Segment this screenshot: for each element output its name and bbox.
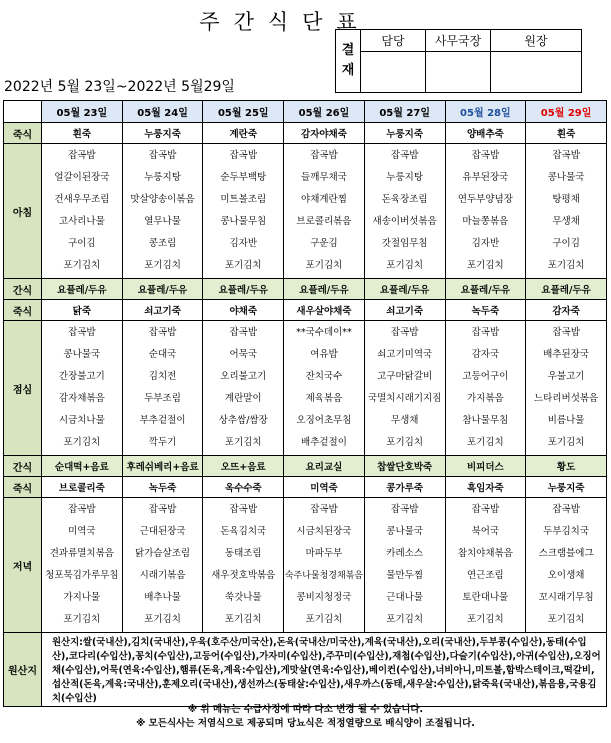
- menu-item: 동태조림: [224, 548, 262, 559]
- menu-item: 시래기볶음: [139, 570, 186, 581]
- menu-item: 비름나물: [547, 415, 585, 426]
- approval-col-secretary: 사무국장: [426, 30, 491, 52]
- menu-item: 구이김: [68, 238, 96, 249]
- menu-item: 계란말이: [224, 393, 262, 404]
- lunch-cell: [284, 321, 365, 456]
- row-label-breakfast: 아침: [4, 144, 42, 279]
- menu-item: 잡곡밥: [390, 150, 419, 161]
- row-label-porridge: 죽식: [4, 300, 42, 321]
- dinner-cell: [122, 498, 203, 633]
- menu-item: 브로콜리볶음: [296, 216, 352, 227]
- row-label-porridge: 죽식: [4, 123, 42, 144]
- breakfast-cell: [364, 144, 445, 279]
- menu-item: 포기김치: [386, 437, 424, 448]
- date-header-saturday: 05월 28일: [445, 101, 526, 123]
- menu-item: 깍두기: [148, 437, 177, 448]
- menu-item: 야채계란찜: [301, 194, 347, 205]
- porridge-cell: 양배추죽: [445, 123, 526, 144]
- menu-item: 잡곡밥: [229, 150, 258, 161]
- menu-item: 카레소스: [386, 548, 424, 559]
- menu-item: 무생채: [390, 415, 419, 426]
- menu-item: 잡곡밥: [310, 150, 338, 161]
- menu-item: 얼갈이된장국: [54, 172, 110, 183]
- dinner-cell: [284, 498, 365, 633]
- menu-item: 잡곡밥: [552, 150, 580, 161]
- menu-item: 청포묵김가루무침: [45, 570, 119, 581]
- lunch-porridge-row: [4, 300, 607, 321]
- porridge-cell: 녹두죽: [122, 477, 203, 498]
- dinner-cell: [526, 498, 607, 633]
- menu-item: 돈육장조림: [381, 194, 428, 205]
- menu-item: 새송이버섯볶음: [372, 216, 437, 227]
- menu-item: 마늘쫑볶음: [462, 216, 509, 227]
- menu-item: 우불고기: [547, 371, 585, 382]
- morning-snack-row: [4, 279, 607, 300]
- menu-item: 어묵국: [229, 349, 258, 360]
- porridge-cell: 쇠고기죽: [122, 300, 203, 321]
- row-label-dinner: 저녁: [4, 498, 42, 633]
- menu-item: 연두부양념장: [457, 194, 513, 205]
- menu-item: 두부김치국: [543, 526, 590, 537]
- menu-item: 포기김치: [144, 260, 181, 271]
- snack-cell: 비피더스: [445, 456, 526, 477]
- menu-item: 오리불고기: [220, 371, 267, 382]
- menu-item: 시금치된장국: [296, 526, 352, 537]
- menu-item: 포기김치: [467, 437, 504, 448]
- porridge-cell: 미역죽: [284, 477, 365, 498]
- porridge-cell: 닭죽: [42, 300, 123, 321]
- lunch-cell: [526, 321, 607, 456]
- menu-item: 열무나물: [144, 216, 181, 227]
- breakfast-cell: [42, 144, 123, 279]
- menu-item: 포기김치: [305, 260, 343, 271]
- menu-item: 콩나물국: [386, 526, 424, 537]
- menu-item: 잡곡밥: [229, 504, 258, 515]
- porridge-cell: 옥수수죽: [203, 477, 284, 498]
- breakfast-cell: [526, 144, 607, 279]
- menu-item: 포기김치: [547, 437, 585, 448]
- dinner-cell: [42, 498, 123, 633]
- menu-item: 고구마닭갈비: [377, 371, 433, 382]
- porridge-cell: 흰죽: [42, 123, 123, 144]
- lunch-row: [4, 321, 607, 456]
- porridge-cell: 감자죽: [526, 300, 607, 321]
- menu-item: 시금치나물: [58, 415, 105, 426]
- row-label-lunch: 점심: [4, 321, 42, 456]
- menu-item: 포기김치: [386, 614, 424, 625]
- row-label-origin: 원산지: [4, 633, 42, 707]
- porridge-cell: 브로콜리죽: [42, 477, 123, 498]
- menu-item: 잡곡밥: [552, 327, 580, 338]
- menu-item: 스크램블에그: [538, 548, 594, 559]
- menu-item: 포기김치: [467, 614, 504, 625]
- menu-item: 꼬시래기무침: [538, 592, 594, 603]
- breakfast-row: [4, 144, 607, 279]
- menu-item: 포기김치: [547, 614, 585, 625]
- snack-cell: 후레쉬베리+음료: [122, 456, 203, 477]
- dinner-row: [4, 498, 607, 633]
- menu-item: 가지나물: [63, 592, 101, 603]
- menu-item: 콩나물국: [547, 172, 585, 183]
- porridge-cell: 누룽지죽: [526, 477, 607, 498]
- menu-item: 배추된장국: [543, 349, 590, 360]
- date-header-sunday: 05월 29일: [526, 101, 607, 123]
- menu-item: 배추나물: [144, 592, 181, 603]
- porridge-cell: 쇠고기죽: [364, 300, 445, 321]
- approval-sign-manager[interactable]: [361, 52, 426, 93]
- menu-item: 포기김치: [547, 260, 585, 271]
- menu-item: 포기김치: [386, 260, 424, 271]
- menu-item: 국멸치시래기지짐: [367, 393, 442, 404]
- menu-item: 오이생채: [547, 570, 585, 581]
- footnotes: [0, 703, 611, 731]
- menu-item: 고등어구이: [462, 371, 509, 382]
- menu-item: 고사리나물: [58, 216, 105, 227]
- menu-item: 포기김치: [63, 260, 101, 271]
- menu-item: 누룽지탕: [386, 172, 424, 183]
- porridge-cell: 녹두죽: [445, 300, 526, 321]
- menu-item: 잡곡밥: [471, 504, 500, 515]
- menu-item: 콩조림: [148, 238, 177, 249]
- date-header: 05월 26일: [284, 101, 365, 123]
- menu-item: 잔치국수: [305, 371, 343, 382]
- menu-item: 콩비지청정국: [296, 592, 352, 603]
- header-corner: [4, 101, 42, 123]
- date-header: 05월 27일: [364, 101, 445, 123]
- menu-item: 포기김치: [224, 614, 262, 625]
- menu-item: 포기김치: [305, 614, 343, 625]
- lunch-cell: [122, 321, 203, 456]
- menu-item: 포기김치: [144, 614, 181, 625]
- dinner-cell: [203, 498, 284, 633]
- menu-item: 잡곡밥: [68, 150, 96, 161]
- footnote: ※ 위 메뉴는 수급사정에 따라 다소 변경 될 수 있습니다.: [187, 704, 424, 715]
- origin-row: [4, 633, 607, 707]
- menu-item: 맛살양송이볶음: [130, 194, 195, 205]
- row-label-snack: 간식: [4, 456, 42, 477]
- porridge-cell: 흰죽: [526, 123, 607, 144]
- snack-cell: 요플레/두유: [284, 279, 365, 300]
- menu-item: 잡곡밥: [148, 504, 177, 515]
- menu-item: 오징어초무침: [296, 415, 352, 426]
- menu-item: 느타리버섯볶음: [533, 393, 599, 404]
- menu-item: 가지볶음: [467, 393, 504, 404]
- porridge-cell: 새우살야채죽: [284, 300, 365, 321]
- menu-item: 토란대나물: [462, 592, 509, 603]
- snack-cell: 찹쌀단호박죽: [364, 456, 445, 477]
- menu-item: 포기김치: [63, 614, 101, 625]
- menu-item: 근대된장국: [139, 526, 186, 537]
- menu-item: 물만두찜: [386, 570, 424, 581]
- menu-item: 감자국: [471, 349, 500, 360]
- approval-label: 결재: [336, 30, 361, 93]
- menu-item: 잡곡밥: [148, 327, 177, 338]
- dinner-cell: [445, 498, 526, 633]
- menu-item: 건새우무조림: [54, 194, 110, 205]
- menu-item: 잡곡밥: [68, 504, 96, 515]
- snack-cell: 요리교실: [284, 456, 365, 477]
- menu-item: 포기김치: [224, 437, 262, 448]
- menu-item: 김자반: [471, 238, 500, 249]
- menu-item: 잡곡밥: [390, 327, 419, 338]
- lunch-cell: [445, 321, 526, 456]
- dinner-porridge-row: [4, 477, 607, 498]
- breakfast-cell: [122, 144, 203, 279]
- breakfast-cell: [284, 144, 365, 279]
- menu-item: 잡곡밥: [552, 504, 580, 515]
- menu-item: 마파두부: [305, 548, 343, 559]
- approval-table: [335, 29, 582, 93]
- page-title: 주간식단표: [199, 10, 371, 34]
- menu-item: 여유밥: [310, 349, 338, 360]
- menu-item: 구이김: [552, 238, 580, 249]
- origin-text: 원산지:쌀(국내산),김치(국내산),우육(호주산/미국산),돈육(국내산/미국산),계육(국내산),오리(국내산),두부콩(수입산),동태(수입산),코다리(수입산),꽁치(수입산),고등어(수입산),가자미(수입산),주꾸미(수입산),재첩(수입산),다슬기(수입산),아귀(수입산),오징어채(수입산),어묵(연육:수입산),햄류(돈육,계육:수입산),게맛살(연육:수입산),베이컨(수입산),너비아니,미트볼,함박스테이크,떡갈비,섭산적(돈육,계육:국내산),훈제오리(국내산),생선까스(동태살:수입산),새우까스(동태,새우살:수입산),닭죽육(국내산),볶음용,국용김치(수입산): [42, 633, 607, 707]
- breakfast-cell: [445, 144, 526, 279]
- row-label-porridge: 죽식: [4, 477, 42, 498]
- menu-item: 참나물무침: [462, 415, 509, 426]
- menu-item: 상추쌈/쌈장: [218, 415, 268, 426]
- snack-cell: 요플레/두유: [526, 279, 607, 300]
- menu-item: 포기김치: [467, 260, 504, 271]
- menu-item: 감자채볶음: [58, 393, 105, 404]
- date-header: 05월 24일: [122, 101, 203, 123]
- snack-cell: 오뜨+음료: [203, 456, 284, 477]
- approval-col-manager: 담당: [361, 30, 426, 52]
- menu-item: 부추겉절이: [139, 415, 186, 426]
- menu-item: 쇠고기미역국: [377, 349, 433, 360]
- morning-porridge-row: [4, 123, 607, 144]
- period-text: 2022년 5월 23일~2022년 5월29일: [4, 79, 235, 95]
- menu-item: 간장불고기: [58, 371, 105, 382]
- menu-table: [3, 100, 607, 707]
- menu-item: 미역국: [68, 526, 96, 537]
- lunch-cell: [42, 321, 123, 456]
- approval-sign-director[interactable]: [491, 52, 582, 93]
- menu-item: 돈육김치국: [220, 526, 267, 537]
- dinner-cell: [364, 498, 445, 633]
- date-header: 05월 25일: [203, 101, 284, 123]
- porridge-cell: 콩가루죽: [364, 477, 445, 498]
- porridge-cell: 누룽지죽: [122, 123, 203, 144]
- menu-item: 갓절임무침: [381, 238, 428, 249]
- menu-item: 두부조림: [144, 393, 181, 404]
- menu-item: 무생채: [552, 216, 580, 227]
- menu-item: 근대나물: [386, 592, 424, 603]
- menu-item: 잡곡밥: [390, 504, 419, 515]
- menu-item: 유부된장국: [462, 172, 509, 183]
- snack-cell: 요플레/두유: [203, 279, 284, 300]
- menu-item: 콩나물무침: [220, 216, 267, 227]
- menu-item: 누룽지탕: [144, 172, 181, 183]
- date-header: 05월 23일: [42, 101, 123, 123]
- row-label-snack: 간식: [4, 279, 42, 300]
- porridge-cell: 감자야채죽: [284, 123, 365, 144]
- menu-item: 연근조림: [467, 570, 504, 581]
- menu-item: 콩나물국: [63, 349, 101, 360]
- lunch-cell: [203, 321, 284, 456]
- menu-item: 순대국: [148, 349, 177, 360]
- menu-item: 쑥갓나물: [224, 592, 262, 603]
- menu-item: 탕평채: [552, 194, 580, 205]
- menu-item: 잡곡밥: [229, 327, 258, 338]
- snack-cell: 요플레/두유: [364, 279, 445, 300]
- snack-cell: 순대떡+음료: [42, 456, 123, 477]
- snack-cell: 황도: [526, 456, 607, 477]
- menu-item: 새우젓호박볶음: [211, 570, 276, 581]
- porridge-cell: 계란죽: [203, 123, 284, 144]
- date-header-row: [4, 101, 607, 123]
- porridge-cell: 흑임자죽: [445, 477, 526, 498]
- approval-col-director: 원장: [491, 30, 582, 52]
- menu-item: 잡곡밥: [471, 150, 500, 161]
- menu-item: 미트볼조림: [220, 194, 267, 205]
- menu-item: 잡곡밥: [471, 327, 500, 338]
- porridge-cell: 누룽지죽: [364, 123, 445, 144]
- menu-item: 참치야채볶음: [457, 548, 513, 559]
- menu-item: 김치전: [148, 371, 177, 382]
- approval-sign-secretary[interactable]: [426, 52, 491, 93]
- menu-item: 제육볶음: [305, 393, 343, 404]
- menu-item: 북어국: [471, 526, 500, 537]
- afternoon-snack-row: [4, 456, 607, 477]
- menu-item: 배추겉절이: [301, 437, 347, 448]
- menu-item: 김자반: [229, 238, 258, 249]
- menu-item: **국수데이**: [296, 327, 352, 338]
- menu-item: 순두부백탕: [220, 172, 267, 183]
- menu-item: 숙주나물청경채볶음: [284, 571, 364, 581]
- menu-item: 닭가슴살조림: [135, 548, 191, 559]
- menu-item: 들깨무채국: [301, 172, 347, 183]
- snack-cell: 요플레/두유: [122, 279, 203, 300]
- menu-item: 견과류멸치볶음: [49, 548, 114, 559]
- menu-item: 잡곡밥: [310, 504, 338, 515]
- breakfast-cell: [203, 144, 284, 279]
- menu-item: 포기김치: [224, 260, 262, 271]
- snack-cell: 요플레/두유: [445, 279, 526, 300]
- menu-item: 포기김치: [63, 437, 101, 448]
- menu-item: 잡곡밥: [68, 327, 96, 338]
- menu-item: 구운김: [310, 238, 338, 249]
- lunch-cell: [364, 321, 445, 456]
- menu-item: 잡곡밥: [148, 150, 177, 161]
- porridge-cell: 야채죽: [203, 300, 284, 321]
- footnote: ※ 모든식사는 저염식으로 제공되며 당뇨식은 적정열량으로 배식양이 조절됩니다.: [136, 718, 475, 729]
- snack-cell: 요플레/두유: [42, 279, 123, 300]
